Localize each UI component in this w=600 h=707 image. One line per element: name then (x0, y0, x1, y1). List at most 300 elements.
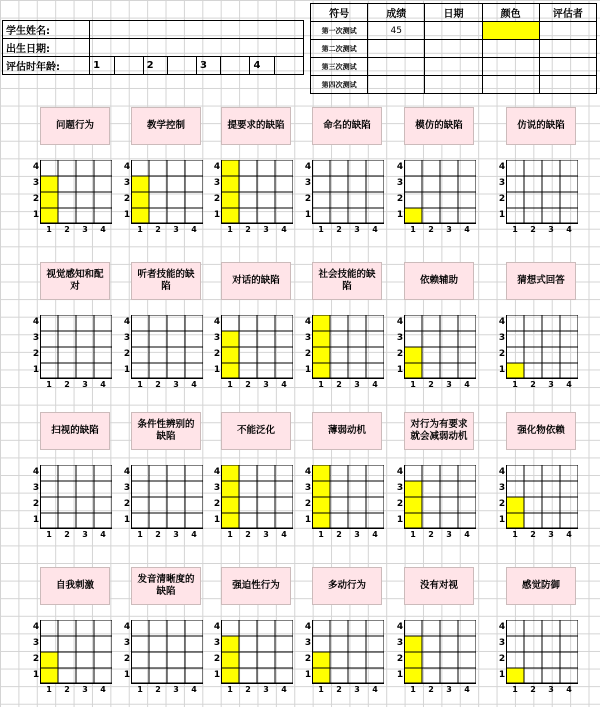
x-tick-label: 4 (100, 380, 106, 389)
bar-chart (312, 160, 384, 224)
x-tick-label: 1 (46, 380, 52, 389)
y-tick-label: 4 (396, 162, 404, 172)
y-tick-label: 4 (304, 467, 312, 477)
x-tick-label: 1 (227, 225, 233, 234)
chart-panel (498, 412, 600, 539)
chart-panel (498, 262, 600, 389)
x-tick-label: 4 (372, 530, 378, 539)
chart-title: 猜想式回答 (506, 262, 576, 300)
x-tick-label: 2 (64, 530, 70, 539)
chart-panel (123, 567, 226, 694)
y-tick-label: 2 (123, 194, 131, 204)
chart-title: 没有对视 (404, 567, 474, 605)
table-row (311, 40, 597, 58)
x-tick-label: 3 (548, 685, 554, 694)
y-tick-label: 2 (123, 349, 131, 359)
y-tick-label: 3 (304, 333, 312, 343)
bar-chart (40, 465, 112, 529)
bar-chart (404, 315, 476, 379)
x-tick-label: 2 (245, 380, 251, 389)
y-tick-label: 3 (304, 178, 312, 188)
y-tick-label: 4 (123, 467, 131, 477)
bar (506, 363, 524, 379)
row-score[interactable] (368, 76, 425, 94)
y-tick-label: 1 (213, 365, 221, 375)
student-name-label: 学生姓名: (3, 21, 90, 39)
y-tick-label: 4 (213, 622, 221, 632)
row-assessor[interactable] (539, 76, 596, 94)
age-label: 评估时年龄: (3, 57, 90, 75)
chart-panel (32, 107, 135, 234)
x-tick-label: 1 (318, 225, 324, 234)
y-tick-label: 1 (304, 365, 312, 375)
chart-panel (32, 567, 135, 694)
bar-chart (404, 160, 476, 224)
age-slot-2: 2 (143, 57, 167, 75)
row-score[interactable] (368, 58, 425, 76)
x-tick-label: 2 (336, 685, 342, 694)
chart-title: 教学控制 (131, 107, 201, 145)
table-row (311, 76, 597, 94)
x-tick-label: 2 (64, 380, 70, 389)
y-tick-label: 1 (123, 210, 131, 220)
chart-panel (396, 412, 499, 539)
x-tick-label: 1 (318, 530, 324, 539)
x-tick-label: 1 (410, 380, 416, 389)
x-tick-label: 3 (82, 530, 88, 539)
row-assessor[interactable] (539, 40, 596, 58)
y-tick-label: 2 (304, 654, 312, 664)
y-tick-label: 4 (32, 467, 40, 477)
y-tick-label: 3 (498, 638, 506, 648)
x-tick-label: 4 (281, 530, 287, 539)
chart-panel (304, 107, 407, 234)
bar (404, 636, 422, 684)
y-tick-label: 1 (213, 210, 221, 220)
chart-title: 自我刺激 (40, 567, 110, 605)
chart-title: 对话的缺陷 (221, 262, 291, 300)
bar-chart (404, 620, 476, 684)
y-tick-label: 1 (32, 515, 40, 525)
y-tick-label: 3 (396, 333, 404, 343)
x-tick-label: 1 (410, 530, 416, 539)
y-tick-label: 4 (123, 622, 131, 632)
y-tick-label: 3 (498, 333, 506, 343)
test-record-table (310, 3, 597, 94)
chart-title: 扫视的缺陷 (40, 412, 110, 450)
x-tick-label: 3 (446, 225, 452, 234)
y-tick-label: 2 (396, 349, 404, 359)
row-symbol: 第四次测试 (311, 76, 368, 94)
y-tick-label: 4 (498, 162, 506, 172)
row-date[interactable] (425, 22, 482, 40)
chart-panel (123, 412, 226, 539)
y-tick-label: 2 (32, 194, 40, 204)
x-tick-label: 2 (530, 225, 536, 234)
table-row (311, 58, 597, 76)
x-tick-label: 4 (464, 380, 470, 389)
x-tick-label: 1 (512, 530, 518, 539)
x-tick-label: 4 (372, 380, 378, 389)
bar-chart (221, 620, 293, 684)
bar-chart (221, 465, 293, 529)
x-tick-label: 3 (548, 380, 554, 389)
y-tick-label: 3 (396, 638, 404, 648)
x-tick-label: 3 (548, 225, 554, 234)
row-date[interactable] (425, 76, 482, 94)
age-field-1[interactable] (114, 57, 143, 75)
y-tick-label: 2 (304, 499, 312, 509)
x-tick-label: 3 (173, 685, 179, 694)
y-tick-label: 3 (32, 638, 40, 648)
y-tick-label: 2 (213, 349, 221, 359)
chart-panel (123, 107, 226, 234)
age-field-2[interactable] (167, 57, 196, 75)
bar-chart (404, 465, 476, 529)
x-tick-label: 3 (173, 380, 179, 389)
x-tick-label: 3 (173, 530, 179, 539)
header-color: 颜色 (482, 4, 539, 22)
y-tick-label: 3 (213, 638, 221, 648)
x-tick-label: 4 (464, 530, 470, 539)
chart-title: 对行为有要求就会减弱动机 (404, 412, 474, 450)
bar-chart (131, 160, 203, 224)
x-tick-label: 4 (281, 685, 287, 694)
bar-chart (312, 620, 384, 684)
row-color-swatch[interactable] (482, 22, 539, 40)
y-tick-label: 3 (498, 483, 506, 493)
chart-title: 命名的缺陷 (312, 107, 382, 145)
chart-title: 强化物依赖 (506, 412, 576, 450)
x-tick-label: 1 (137, 530, 143, 539)
y-tick-label: 1 (123, 365, 131, 375)
x-tick-label: 1 (410, 225, 416, 234)
bar-chart (312, 315, 384, 379)
chart-title: 条件性辨别的缺陷 (131, 412, 201, 450)
y-tick-label: 3 (123, 483, 131, 493)
y-tick-label: 4 (213, 162, 221, 172)
birth-date-label: 出生日期: (3, 39, 90, 57)
x-tick-label: 4 (100, 225, 106, 234)
x-tick-label: 2 (336, 225, 342, 234)
chart-panel (396, 262, 499, 389)
x-tick-label: 1 (318, 380, 324, 389)
row-assessor[interactable] (539, 22, 596, 40)
age-slot-4: 4 (250, 57, 274, 75)
y-tick-label: 1 (32, 365, 40, 375)
x-tick-label: 1 (512, 225, 518, 234)
x-tick-label: 4 (566, 225, 572, 234)
bar (221, 636, 239, 684)
chart-title: 提要求的缺陷 (221, 107, 291, 145)
row-color-swatch[interactable] (482, 40, 539, 58)
x-tick-label: 2 (530, 685, 536, 694)
x-tick-label: 2 (336, 380, 342, 389)
y-tick-label: 2 (304, 349, 312, 359)
x-tick-label: 4 (191, 380, 197, 389)
y-tick-label: 1 (32, 210, 40, 220)
x-tick-label: 2 (245, 530, 251, 539)
bar (131, 176, 149, 224)
y-tick-label: 1 (396, 210, 404, 220)
x-tick-label: 3 (263, 380, 269, 389)
chart-title: 仿说的缺陷 (506, 107, 576, 145)
y-tick-label: 2 (498, 654, 506, 664)
x-tick-label: 2 (155, 530, 161, 539)
x-tick-label: 2 (428, 685, 434, 694)
bar-chart (40, 620, 112, 684)
x-tick-label: 3 (263, 225, 269, 234)
age-slot-1: 1 (90, 57, 114, 75)
x-tick-label: 1 (46, 685, 52, 694)
age-field-4[interactable] (274, 57, 303, 75)
chart-title: 多动行为 (312, 567, 382, 605)
chart-title: 发音清晰度的缺陷 (131, 567, 201, 605)
x-tick-label: 4 (372, 685, 378, 694)
bar-chart (221, 315, 293, 379)
x-tick-label: 4 (191, 225, 197, 234)
y-tick-label: 3 (123, 333, 131, 343)
y-tick-label: 3 (213, 483, 221, 493)
x-tick-label: 4 (566, 380, 572, 389)
row-score[interactable]: 45 (368, 22, 425, 40)
y-tick-label: 1 (498, 515, 506, 525)
x-tick-label: 4 (464, 685, 470, 694)
bar (404, 208, 422, 224)
chart-title: 听者技能的缺陷 (131, 262, 201, 300)
header-score: 成绩 (368, 4, 425, 22)
y-tick-label: 4 (396, 317, 404, 327)
chart-panel (498, 567, 600, 694)
row-color-swatch[interactable] (482, 76, 539, 94)
y-tick-label: 2 (32, 499, 40, 509)
bar-chart (221, 160, 293, 224)
bar-chart (506, 465, 578, 529)
y-tick-label: 3 (498, 178, 506, 188)
y-tick-label: 3 (32, 483, 40, 493)
row-symbol: 第三次测试 (311, 58, 368, 76)
y-tick-label: 3 (123, 178, 131, 188)
x-tick-label: 1 (137, 380, 143, 389)
chart-title: 薄弱动机 (312, 412, 382, 450)
y-tick-label: 4 (304, 317, 312, 327)
bar-chart (40, 315, 112, 379)
bar-chart (131, 465, 203, 529)
chart-panel (396, 107, 499, 234)
x-tick-label: 2 (155, 225, 161, 234)
x-tick-label: 4 (566, 685, 572, 694)
row-color-swatch[interactable] (482, 58, 539, 76)
y-tick-label: 2 (123, 499, 131, 509)
x-tick-label: 2 (64, 685, 70, 694)
y-tick-label: 4 (32, 317, 40, 327)
y-tick-label: 3 (396, 178, 404, 188)
x-tick-label: 1 (512, 685, 518, 694)
x-tick-label: 2 (155, 685, 161, 694)
y-tick-label: 3 (213, 178, 221, 188)
chart-title: 社会技能的缺陷 (312, 262, 382, 300)
y-tick-label: 4 (123, 162, 131, 172)
age-field-3[interactable] (221, 57, 250, 75)
y-tick-label: 1 (498, 670, 506, 680)
x-tick-label: 4 (281, 380, 287, 389)
chart-panel (213, 262, 316, 389)
chart-panel (396, 567, 499, 694)
x-tick-label: 2 (245, 685, 251, 694)
chart-title: 问题行为 (40, 107, 110, 145)
y-tick-label: 4 (396, 622, 404, 632)
y-tick-label: 1 (396, 670, 404, 680)
chart-title: 感觉防御 (506, 567, 576, 605)
x-tick-label: 2 (428, 530, 434, 539)
chart-title: 强迫性行为 (221, 567, 291, 605)
x-tick-label: 3 (263, 530, 269, 539)
x-tick-label: 2 (245, 225, 251, 234)
x-tick-label: 4 (191, 530, 197, 539)
y-tick-label: 1 (123, 670, 131, 680)
bar-chart (312, 465, 384, 529)
x-tick-label: 2 (336, 530, 342, 539)
x-tick-label: 1 (46, 225, 52, 234)
student-info-form (2, 20, 304, 75)
y-tick-label: 3 (213, 333, 221, 343)
y-tick-label: 2 (213, 499, 221, 509)
x-tick-label: 1 (137, 225, 143, 234)
row-score[interactable] (368, 40, 425, 58)
row-date[interactable] (425, 58, 482, 76)
chart-panel (32, 262, 135, 389)
table-row (311, 22, 597, 40)
y-tick-label: 1 (304, 210, 312, 220)
row-symbol: 第一次测试 (311, 22, 368, 40)
y-tick-label: 2 (498, 349, 506, 359)
x-tick-label: 3 (82, 685, 88, 694)
x-tick-label: 3 (82, 380, 88, 389)
chart-panel (123, 262, 226, 389)
x-tick-label: 4 (372, 225, 378, 234)
x-tick-label: 3 (173, 225, 179, 234)
x-tick-label: 1 (318, 685, 324, 694)
y-tick-label: 2 (32, 654, 40, 664)
y-tick-label: 2 (396, 194, 404, 204)
y-tick-label: 4 (32, 162, 40, 172)
y-tick-label: 3 (32, 178, 40, 188)
y-tick-label: 1 (498, 365, 506, 375)
chart-panel (213, 412, 316, 539)
x-tick-label: 2 (64, 225, 70, 234)
student-name-field[interactable] (90, 21, 304, 39)
x-tick-label: 3 (446, 530, 452, 539)
bar-chart (506, 160, 578, 224)
x-tick-label: 1 (227, 380, 233, 389)
bar-chart (506, 620, 578, 684)
x-tick-label: 3 (354, 225, 360, 234)
x-tick-label: 1 (410, 685, 416, 694)
y-tick-label: 1 (213, 670, 221, 680)
x-tick-label: 3 (446, 380, 452, 389)
header-assessor: 评估者 (539, 4, 596, 22)
chart-panel (498, 107, 600, 234)
y-tick-label: 2 (396, 499, 404, 509)
row-date[interactable] (425, 40, 482, 58)
y-tick-label: 1 (213, 515, 221, 525)
header-date: 日期 (425, 4, 482, 22)
chart-panel (304, 412, 407, 539)
chart-title: 模仿的缺陷 (404, 107, 474, 145)
y-tick-label: 1 (396, 515, 404, 525)
chart-panel (304, 262, 407, 389)
x-tick-label: 1 (46, 530, 52, 539)
y-tick-label: 4 (304, 622, 312, 632)
x-tick-label: 2 (428, 380, 434, 389)
x-tick-label: 3 (548, 530, 554, 539)
chart-title: 不能泛化 (221, 412, 291, 450)
y-tick-label: 2 (396, 654, 404, 664)
y-tick-label: 4 (213, 317, 221, 327)
x-tick-label: 4 (191, 685, 197, 694)
x-tick-label: 3 (82, 225, 88, 234)
y-tick-label: 3 (304, 483, 312, 493)
x-tick-label: 2 (155, 380, 161, 389)
chart-panel (213, 107, 316, 234)
header-symbol: 符号 (311, 4, 368, 22)
row-assessor[interactable] (539, 58, 596, 76)
y-tick-label: 4 (498, 317, 506, 327)
bar-chart (40, 160, 112, 224)
y-tick-label: 2 (32, 349, 40, 359)
x-tick-label: 4 (566, 530, 572, 539)
x-tick-label: 1 (227, 530, 233, 539)
x-tick-label: 1 (512, 380, 518, 389)
x-tick-label: 1 (137, 685, 143, 694)
x-tick-label: 3 (354, 685, 360, 694)
x-tick-label: 2 (428, 225, 434, 234)
x-tick-label: 2 (530, 380, 536, 389)
bar (40, 176, 58, 224)
y-tick-label: 4 (396, 467, 404, 477)
y-tick-label: 4 (123, 317, 131, 327)
x-tick-label: 2 (530, 530, 536, 539)
birth-date-field[interactable] (90, 39, 304, 57)
row-symbol: 第二次测试 (311, 40, 368, 58)
chart-panel (213, 567, 316, 694)
y-tick-label: 1 (396, 365, 404, 375)
x-tick-label: 1 (227, 685, 233, 694)
y-tick-label: 1 (498, 210, 506, 220)
y-tick-label: 1 (304, 515, 312, 525)
y-tick-label: 4 (304, 162, 312, 172)
x-tick-label: 4 (464, 225, 470, 234)
y-tick-label: 3 (123, 638, 131, 648)
bar (221, 331, 239, 379)
x-tick-label: 3 (263, 685, 269, 694)
x-tick-label: 3 (354, 380, 360, 389)
y-tick-label: 4 (498, 622, 506, 632)
y-tick-label: 4 (32, 622, 40, 632)
chart-title: 依赖辅助 (404, 262, 474, 300)
y-tick-label: 4 (498, 467, 506, 477)
y-tick-label: 2 (213, 194, 221, 204)
x-tick-label: 4 (100, 685, 106, 694)
bar (506, 668, 524, 684)
y-tick-label: 1 (32, 670, 40, 680)
y-tick-label: 1 (123, 515, 131, 525)
x-tick-label: 3 (446, 685, 452, 694)
y-tick-label: 3 (32, 333, 40, 343)
y-tick-label: 2 (498, 194, 506, 204)
y-tick-label: 4 (213, 467, 221, 477)
y-tick-label: 2 (304, 194, 312, 204)
